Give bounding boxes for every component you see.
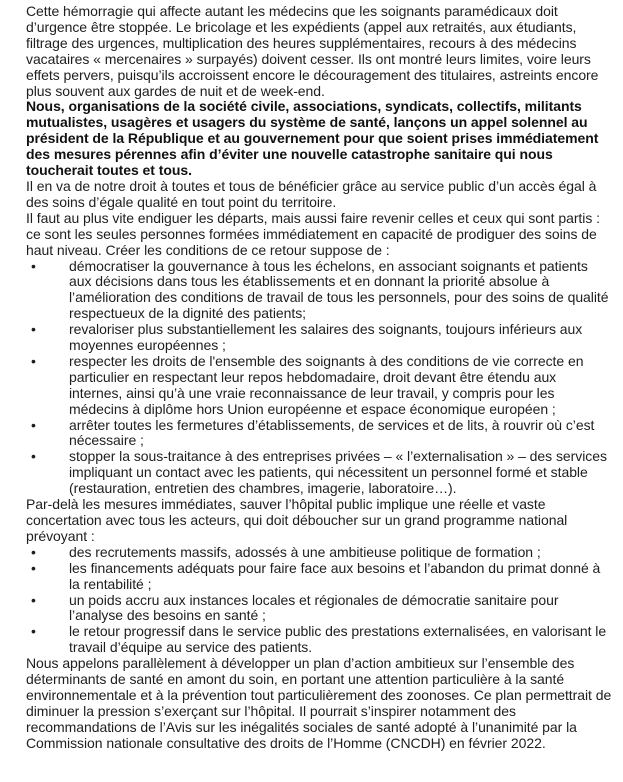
national-program-list [26, 545, 613, 656]
paragraph-equal-access: Il en va de notre droit à toutes et tous de bénéficier grâce au service public d’un accès égal à des soins d’égale qualité en tout point du territoire. [26, 177, 597, 210]
paragraph-solemn-appeal: Nous, organisations de la société civile, associations, syndicats, collectifs, militants mutualistes, usagères et usagers du système de santé, lançons un appel solennel au président de la République et au gouvernement pour que soient prises immédiatement des mesures pérennes afin d’éviter une nouvelle catastrophe sanitaire qui nous toucherait toutes et tous. [26, 98, 599, 179]
list-item: • revaloriser plus substantiellement les salaires des soignants, toujours inférieurs aux moyennes européennes ; [26, 322, 613, 354]
list-item: • stopper la sous-traitance à des entreprises privées – « l’externalisation » – des services impliquant un contact avec les patients, qui nécessitent un personnel formé et stable (restauration, entretien des chambres, imagerie, laboratoire…). [26, 449, 613, 497]
list-item: • arrêter toutes les fermetures d’établissements, de services et de lits, à rouvrir où c’est nécessaire ; [26, 418, 613, 450]
paragraph-action-plan: Nous appelons parallèlement à développer un plan d’action ambitieux sur l’ensemble des déterminants de santé en amont du soin, en portant une attention particulière à la santé environnementale et à la prévention tout particulièrement des zoonoses. Ce plan permettrait de diminuer la pression s’exerçant sur l’hôpital. Il pourrait s’inspirer notamment des recommandations de l’Avis sur les inégalités sociales de santé adopté à l’unanimité par la Commission nationale consultative des droits de l’Homme (CNCDH) en février 2022. [26, 655, 612, 751]
list-item: • des recrutements massifs, adossés à une ambitieuse politique de formation ; [26, 545, 613, 561]
list-item: • le retour progressif dans le service public des prestations externalisées, en valorisant le travail d’équipe au service des patients. [26, 624, 613, 656]
paragraph-concertation: Par-delà les mesures immédiates, sauver l’hôpital public implique une réelle et vaste concertation avec tous les acteurs, qui doit déboucher sur un grand programme national prévoyant : [26, 496, 568, 544]
list-item: • un poids accru aux instances locales et régionales de démocratie sanitaire pour l’analyse des besoins en santé ; [26, 593, 613, 625]
list-item: • démocratiser la gouvernance à tous les échelons, en associant soignants et patients aux décisions dans tous les établissements et en donnant la priorité absolue à l’amélioration des conditions de travail de tous les personnels, pour des soins de qualité respectueux de la dignité des patients; [26, 259, 613, 323]
paragraph-hemorrhage: Cette hémorragie qui affecte autant les médecins que les soignants paramédicaux doit d’urgence être stoppée. Le bricolage et les expédients (appel aux retraités, aux étudiants, filtrage des urgences, multiplication des heures supplémentaires, recours à des médecins vacataires « mercenaires » surpayés) doivent cesser. Ils ont montré leurs limites, voire leurs effets pervers, puisqu’ils accroissent encore le découragement des titulaires, astreints encore plus souvent aux gardes de nuit et de week-end. [26, 3, 599, 99]
list-item: • respecter les droits de l'ensemble des soignants à des conditions de vie correcte en particulier en respectant leur repos hebdomadaire, droit devant être étendu aux internes, ainsi qu’à une vraie reconnaissance de leur travail, y compris pour les médecins à diplôme hors Union européenne et espace économique européen ; [26, 354, 613, 418]
paragraph-stop-departures: Il faut au plus vite endiguer les départs, mais aussi faire revenir celles et ceux qui sont partis : ce sont les seules personnes formées immédiatement en capacité de prodiguer des soins de haut niveau. Créer les conditions de ce retour suppose de : [26, 209, 600, 258]
immediate-measures-list [26, 259, 613, 498]
list-item: • les financements adéquats pour faire face aux besoins et l’abandon du primat donné à la rentabilité ; [26, 561, 613, 593]
